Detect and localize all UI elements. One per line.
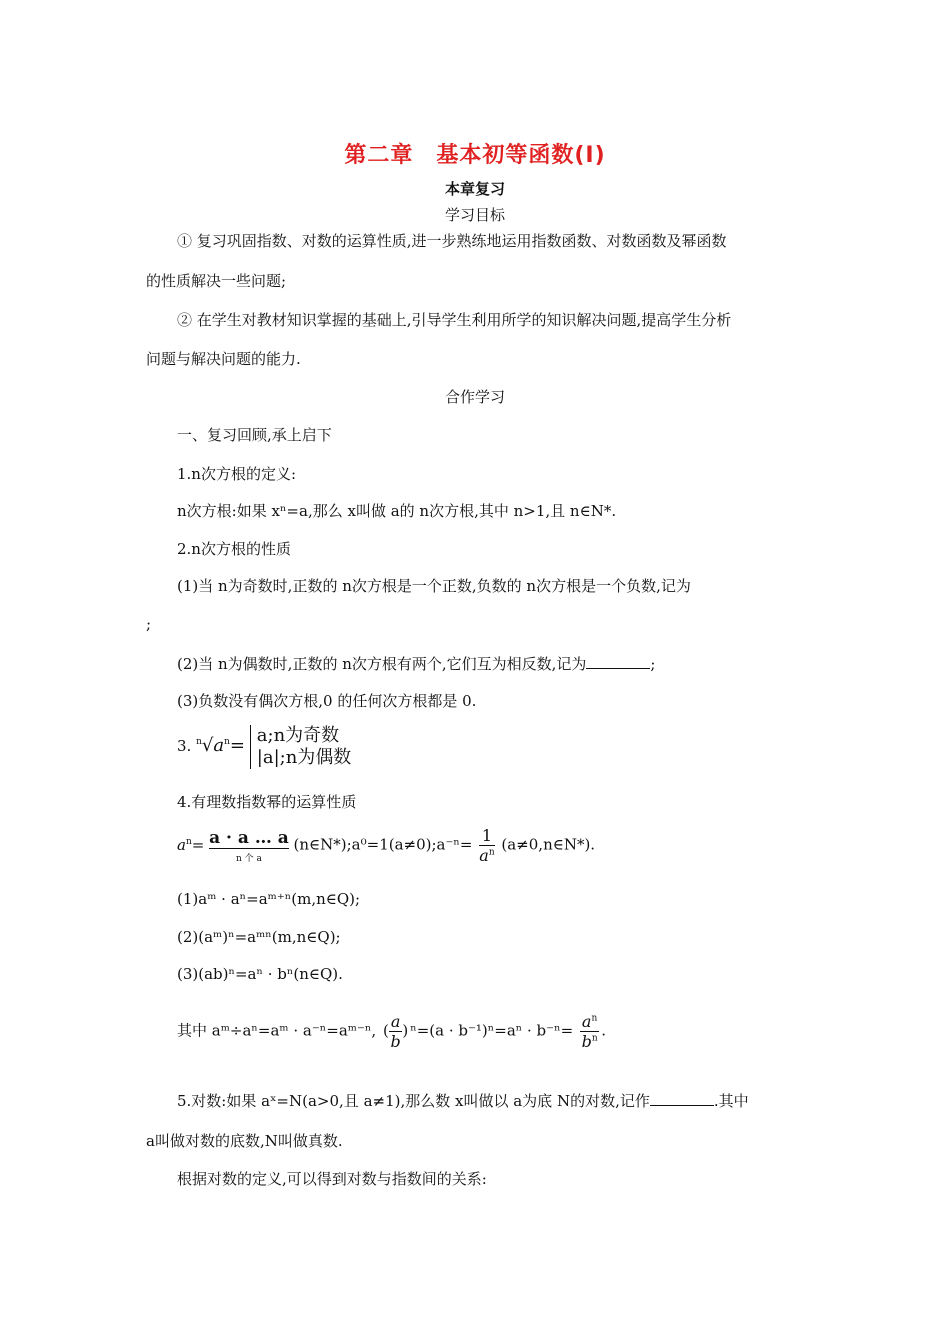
- item-1-text: n次方根:如果 xⁿ=a,那么 x叫做 a的 n次方根,其中 n>1,且 n∈N*.: [177, 502, 617, 520]
- item-5: [177, 1090, 749, 1111]
- item-2-1-cont: ;: [146, 615, 152, 633]
- product-terms: a · a … a: [209, 827, 289, 848]
- closing-text: 根据对数的定义,可以得到对数与指数间的关系:: [177, 1170, 487, 1188]
- result-fraction: $\frac{a^n}{b^n}$: [581, 1012, 598, 1051]
- objective-1: ① 复习巩固指数、对数的运算性质,进一步熟练地运用指数函数、对数函数及幂函数: [177, 232, 727, 250]
- item-4-note: 其中 aᵐ÷aⁿ=aᵐ · a⁻ⁿ=aᵐ⁻ⁿ, ( $\frac{a}{b}$ ) ⁿ=(a · b⁻¹)ⁿ=aⁿ · b⁻ⁿ= $\frac{a^n}{b^n}$ .: [177, 1012, 607, 1051]
- quotient-fraction: ( $\frac{a}{b}$ ): [382, 1012, 409, 1051]
- answer-blank: [586, 654, 650, 669]
- item-4-property-3: (3)(ab)ⁿ=aⁿ · bⁿ(n∈Q).: [177, 965, 343, 983]
- piecewise-cases: [250, 725, 352, 769]
- item-2-2-end: ;: [650, 655, 656, 673]
- objectives-heading: 学习目标: [444, 206, 505, 224]
- item-4-property-1: (1)aᵐ · aⁿ=aᵐ⁺ⁿ(m,n∈Q);: [177, 890, 361, 908]
- item-2-1: (1)当 n为奇数时,正数的 n次方根是一个正数,负数的 n次方根是一个负数,记为: [177, 577, 691, 595]
- section-title: 本章复习: [444, 180, 505, 198]
- definition-conditions: (n∈N*);a⁰=1(a≠0);a⁻ⁿ=: [293, 835, 473, 854]
- item-3-label: 3.: [177, 737, 192, 755]
- fraction-denominator: $a^n$: [479, 846, 495, 865]
- reciprocal-fraction: [479, 826, 494, 865]
- fraction-numerator: 1: [479, 826, 494, 846]
- item-1: 1.n次方根的定义:: [177, 465, 297, 483]
- item-3: [177, 725, 351, 769]
- item-4-property-2: (2)(aᵐ)ⁿ=aᵐⁿ(m,n∈Q);: [177, 928, 341, 946]
- item-2-2-text: (2)当 n为偶数时,正数的 n次方根有两个,它们互为相反数,记为: [177, 655, 587, 673]
- power-base: $a^n=$: [177, 835, 205, 854]
- case-even: |a|;n为偶数: [256, 747, 352, 768]
- item-2-3: (3)负数没有偶次方根,0 的任何次方根都是 0.: [177, 692, 477, 710]
- item-2: 2.n次方根的性质: [177, 540, 291, 558]
- log-answer-blank: [650, 1091, 714, 1106]
- item-5-end: .其中: [713, 1092, 749, 1110]
- product-count: n 个 a: [235, 853, 262, 864]
- chapter-title: 第二章 基本初等函数(Ⅰ): [344, 143, 606, 168]
- item-4-definition: [177, 826, 595, 865]
- item-4: 4.有理数指数幂的运算性质: [177, 793, 357, 811]
- note-text: 其中 aᵐ÷aⁿ=aᵐ · a⁻ⁿ=aᵐ⁻ⁿ,: [177, 1021, 377, 1040]
- definition-end: (a≠0,n∈N*).: [501, 835, 596, 854]
- part-1-heading: 一、复习回顾,承上启下: [177, 426, 332, 444]
- item-5-cont: a叫做对数的底数,N叫做真数.: [146, 1132, 343, 1150]
- objective-2: ② 在学生对教材知识掌握的基础上,引导学生利用所学的知识解决问题,提高学生分析: [177, 311, 732, 329]
- objective-2-cont: 问题与解决问题的能力.: [146, 350, 301, 368]
- item-2-2: [177, 653, 655, 674]
- item-5-text: 5.对数:如果 aˣ=N(a>0,且 a≠1),那么数 x叫做以 a为底 N的对数,记作: [177, 1092, 650, 1110]
- case-odd: a;n为奇数: [256, 725, 340, 746]
- nth-root-symbol: $^n√a^n=$: [196, 735, 245, 756]
- coop-heading: 合作学习: [444, 388, 505, 406]
- note-text-2: ⁿ=(a · b⁻¹)ⁿ=aⁿ · b⁻ⁿ=: [410, 1021, 574, 1040]
- product-underbrace: [209, 828, 289, 864]
- objective-1-cont: 的性质解决一些问题;: [146, 272, 287, 290]
